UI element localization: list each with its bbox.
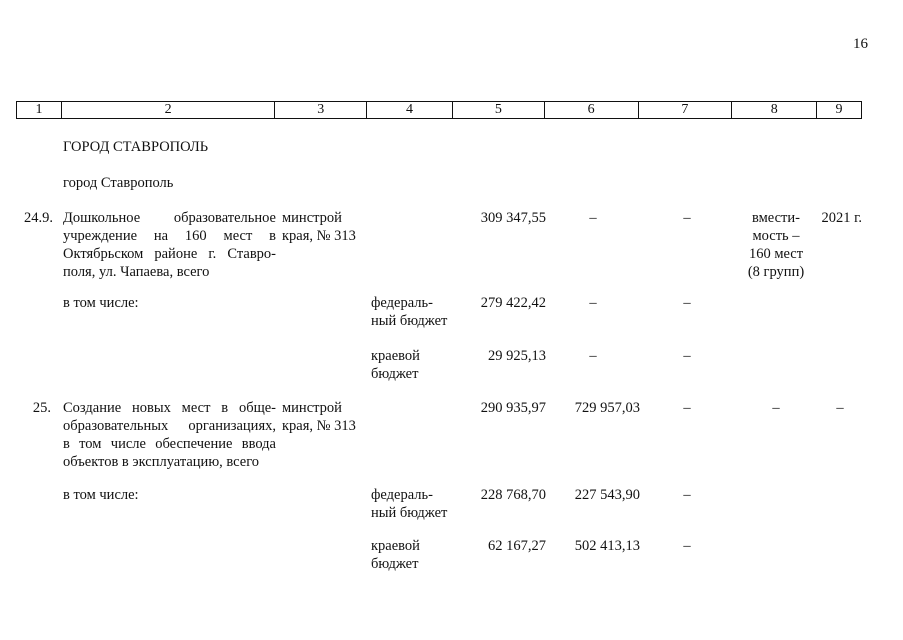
cell-col8: –: [772, 400, 780, 416]
cell-col5: 29 925,13: [488, 348, 546, 364]
header-col-1: 1: [17, 102, 62, 118]
source-line: краевой: [371, 348, 420, 364]
cell-col5: 290 935,97: [480, 400, 546, 416]
row-executor: [282, 399, 356, 435]
funding-source: [371, 537, 420, 573]
cell-col7: –: [683, 348, 691, 364]
row-number: 24.9.: [24, 210, 53, 226]
row-description: [63, 399, 276, 471]
cell-year: 2021 г.: [821, 210, 862, 226]
cell-col5: 228 768,70: [480, 487, 546, 503]
executor-line: края, № 313: [282, 418, 356, 434]
cell-col9: –: [836, 400, 844, 416]
cell-col7: –: [683, 538, 691, 554]
cell-col6: 502 413,13: [574, 538, 640, 554]
cell-col6: 729 957,03: [574, 400, 640, 416]
incl-label: в том числе:: [63, 487, 139, 503]
source-line: бюджет: [371, 366, 419, 382]
cell-col7: –: [683, 295, 691, 311]
page-number: 16: [853, 36, 868, 52]
cell-col6: –: [589, 210, 597, 226]
cell-col5: 62 167,27: [488, 538, 546, 554]
header-col-3: 3: [275, 102, 367, 118]
cell-col6: 227 543,90: [574, 487, 640, 503]
description-line: Создание новых мест в обще-: [63, 400, 276, 416]
source-line: федераль-: [371, 295, 433, 311]
cell-col6: –: [589, 295, 597, 311]
cell-col5: 309 347,55: [480, 210, 546, 226]
capacity-line: вмести-: [752, 210, 800, 226]
capacity-line: 160 мест: [748, 246, 804, 262]
description-line: учреждение на 160 мест в: [63, 228, 276, 244]
cell-col7: –: [683, 400, 691, 416]
table-header-row: [16, 101, 862, 119]
row-description: [63, 209, 276, 281]
cell-col6: –: [589, 348, 597, 364]
subsection-title: город Ставрополь: [63, 175, 174, 191]
cell-col7: –: [683, 210, 691, 226]
cell-col5: 279 422,42: [480, 295, 546, 311]
source-line: ный бюджет: [371, 505, 448, 521]
capacity-line: мость –: [752, 228, 800, 244]
description-line: Дошкольное образовательное: [63, 210, 276, 226]
description-line: объектов в эксплуатацию, всего: [63, 454, 260, 470]
header-col-5: 5: [453, 102, 545, 118]
section-title: ГОРОД СТАВРОПОЛЬ: [63, 139, 209, 155]
description-line: в том числе обеспечение ввода: [63, 436, 276, 452]
header-col-6: 6: [545, 102, 639, 118]
header-col-4: 4: [367, 102, 453, 118]
header-col-7: 7: [639, 102, 733, 118]
cell-capacity: [734, 209, 818, 281]
description-line: Октябрьском районе г. Ставро-: [63, 246, 276, 262]
header-col-2: 2: [62, 102, 275, 118]
row-number: 25.: [32, 400, 51, 416]
source-line: краевой: [371, 538, 420, 554]
cell-col7: –: [683, 487, 691, 503]
executor-line: минстрой: [282, 400, 342, 416]
row-executor: [282, 209, 356, 245]
source-line: ный бюджет: [371, 313, 448, 329]
header-col-9: 9: [835, 102, 843, 117]
incl-label: в том числе:: [63, 295, 139, 311]
funding-source: [371, 486, 447, 522]
description-line: поля, ул. Чапаева, всего: [63, 264, 210, 280]
funding-source: [371, 294, 447, 330]
source-line: бюджет: [371, 556, 419, 572]
source-line: федераль-: [371, 487, 433, 503]
header-col-8: 8: [732, 102, 817, 118]
description-line: образовательных организациях,: [63, 418, 276, 434]
executor-line: края, № 313: [282, 228, 356, 244]
capacity-line: (8 групп): [747, 264, 805, 280]
executor-line: минстрой: [282, 210, 342, 226]
funding-source: [371, 347, 420, 383]
